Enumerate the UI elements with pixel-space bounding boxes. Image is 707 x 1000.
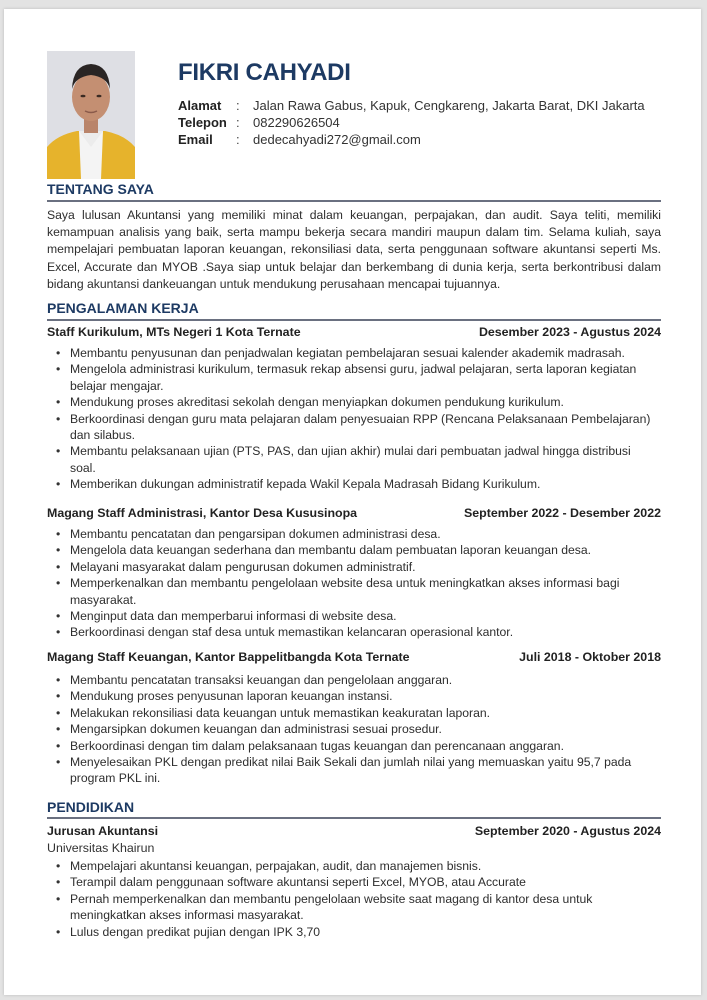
contact-address xyxy=(178,97,645,114)
profile-photo xyxy=(47,51,135,179)
address-value: Jalan Rawa Gabus, Kapuk, Cengkareng, Jakarta Barat, DKI Jakarta xyxy=(253,98,645,113)
contact-label: Telepon xyxy=(178,115,227,130)
job-position: Magang Staff Keuangan, Kantor Bappelitbangda Kota Ternate xyxy=(47,650,410,664)
job-period: September 2022 - Desember 2022 xyxy=(464,506,661,520)
job-bullets xyxy=(54,345,654,493)
contact-separator: : xyxy=(236,115,240,130)
list-item: • Menginput data dan memperbarui informasi di website desa. xyxy=(54,608,654,624)
list-item: • Mengarsipkan dokumen keuangan dan administrasi sesuai prosedur. xyxy=(54,721,654,737)
contact-label: Email xyxy=(178,132,213,147)
list-item: • Membantu pencatatan dan pengarsipan dokumen administrasi desa. xyxy=(54,526,654,542)
job-position: Magang Staff Administrasi, Kantor Desa Kususinopa xyxy=(47,506,358,520)
phone-value: 082290626504 xyxy=(253,115,340,130)
list-item: • Mendukung proses akreditasi sekolah dengan menyiapkan dokumen pendukung kurikulum. xyxy=(54,394,654,410)
job-bullets xyxy=(54,526,654,641)
resume-page xyxy=(4,9,701,995)
section-divider xyxy=(47,200,661,202)
section-title-education: PENDIDIKAN xyxy=(47,799,135,815)
contact-info xyxy=(178,97,645,148)
education-school: Universitas Khairun xyxy=(47,841,155,855)
job-header xyxy=(47,650,661,664)
job-header xyxy=(47,506,661,520)
list-item: • Berkoordinasi dengan guru mata pelajaran dalam penyesuaian RPP (Rencana Pelaksanaan Pembelajaran) dan silabus. xyxy=(54,411,654,444)
list-item: • Berkoordinasi dengan tim dalam pelaksanaan tugas keuangan dan perencanaan anggaran. xyxy=(54,738,654,754)
list-item: • Mendukung proses penyusunan laporan keuangan instansi. xyxy=(54,688,654,704)
education-header xyxy=(47,824,661,838)
list-item: • Mempelajari akuntansi keuangan, perpajakan, audit, dan manajemen bisnis. xyxy=(54,858,654,874)
list-item: • Membantu pelaksanaan ujian (PTS, PAS, dan ujian akhir) mulai dari pembuatan jadwal hingga distribusi soal. xyxy=(54,443,654,476)
job-period: Juli 2018 - Oktober 2018 xyxy=(519,650,661,664)
education-bullets xyxy=(54,858,654,940)
education-period: September 2020 - Agustus 2024 xyxy=(474,824,661,838)
contact-label: Alamat xyxy=(178,98,222,113)
list-item: • Membantu penyusunan dan penjadwalan kegiatan pembelajaran sesuai kalender akademik madrasah. xyxy=(54,345,654,361)
list-item: • Menyelesaikan PKL dengan predikat nilai Baik Sekali dan jumlah nilai yang memuaskan yaitu 95,7 pada program PKL ini. xyxy=(54,754,654,787)
section-title-experience: PENGALAMAN KERJA xyxy=(47,300,199,316)
list-item: • Melayani masyarakat dalam pengurusan dokumen administratif. xyxy=(54,559,654,575)
contact-phone xyxy=(178,114,645,131)
list-item: • Terampil dalam penggunaan software akuntansi seperti Excel, MYOB, atau Accurate xyxy=(54,874,654,890)
list-item: • Pernah memperkenalkan dan membantu pengelolaan website saat magang di kantor desa untuk meningkatkan akses informasi masyarakat. xyxy=(54,891,654,924)
list-item: • Memberikan dukungan administratif kepada Wakil Kepala Madrasah Bidang Kurikulum. xyxy=(54,476,654,492)
job-position: Staff Kurikulum, MTs Negeri 1 Kota Ternate xyxy=(47,325,301,339)
list-item: • Mengelola administrasi kurikulum, termasuk rekap absensi guru, jadwal pelajaran, serta laporan kegiatan belajar mengajar. xyxy=(54,361,654,394)
job-period: Desember 2023 - Agustus 2024 xyxy=(478,325,661,339)
list-item: • Membantu pencatatan transaksi keuangan dan pengelolaan anggaran. xyxy=(54,672,654,688)
about-text: Saya lulusan Akuntansi yang memiliki minat dalam keuangan, perpajakan, dan audit. Saya teliti, memiliki kemampuan analisis yang baik, serta mampu bekerja secara mandiri maupun dalam tim. Selama kuliah, saya mempelajari pembuatan laporan keuangan, rekonsiliasi data, serta penggunaan software akuntansi seperti Ms. Excel, Accurate dan MYOB .Saya siap untuk belajar dan berkembang di dunia kerja, serta berkontribusi dalam bidang akuntansi dankeuangan untuk mendukung perusahaan mencapai tujuannya. xyxy=(47,208,661,291)
list-item: • Lulus dengan predikat pujian dengan IPK 3,70 xyxy=(54,924,654,940)
contact-email xyxy=(178,131,645,148)
list-item: • Berkoordinasi dengan staf desa untuk memastikan kelancaran operasional kantor. xyxy=(54,624,654,640)
list-item: • Melakukan rekonsiliasi data keuangan untuk memastikan keakuratan laporan. xyxy=(54,705,654,721)
job-header xyxy=(47,325,661,339)
section-divider xyxy=(47,319,661,321)
list-item: • Mengelola data keuangan sederhana dan membantu dalam pembuatan laporan keuangan desa. xyxy=(54,542,654,558)
section-divider xyxy=(47,817,661,819)
section-title-about: TENTANG SAYA xyxy=(47,181,154,197)
education-major: Jurusan Akuntansi xyxy=(47,824,159,838)
list-item: • Memperkenalkan dan membantu pengelolaan website desa untuk meningkatkan akses informasi bagi masyarakat. xyxy=(54,575,654,608)
job-bullets xyxy=(54,672,654,787)
contact-separator: : xyxy=(236,98,240,113)
person-portrait-icon xyxy=(47,51,135,179)
contact-separator: : xyxy=(236,132,240,147)
email-value: dedecahyadi272@gmail.com xyxy=(253,132,421,147)
candidate-name: FIKRI CAHYADI xyxy=(178,59,351,86)
